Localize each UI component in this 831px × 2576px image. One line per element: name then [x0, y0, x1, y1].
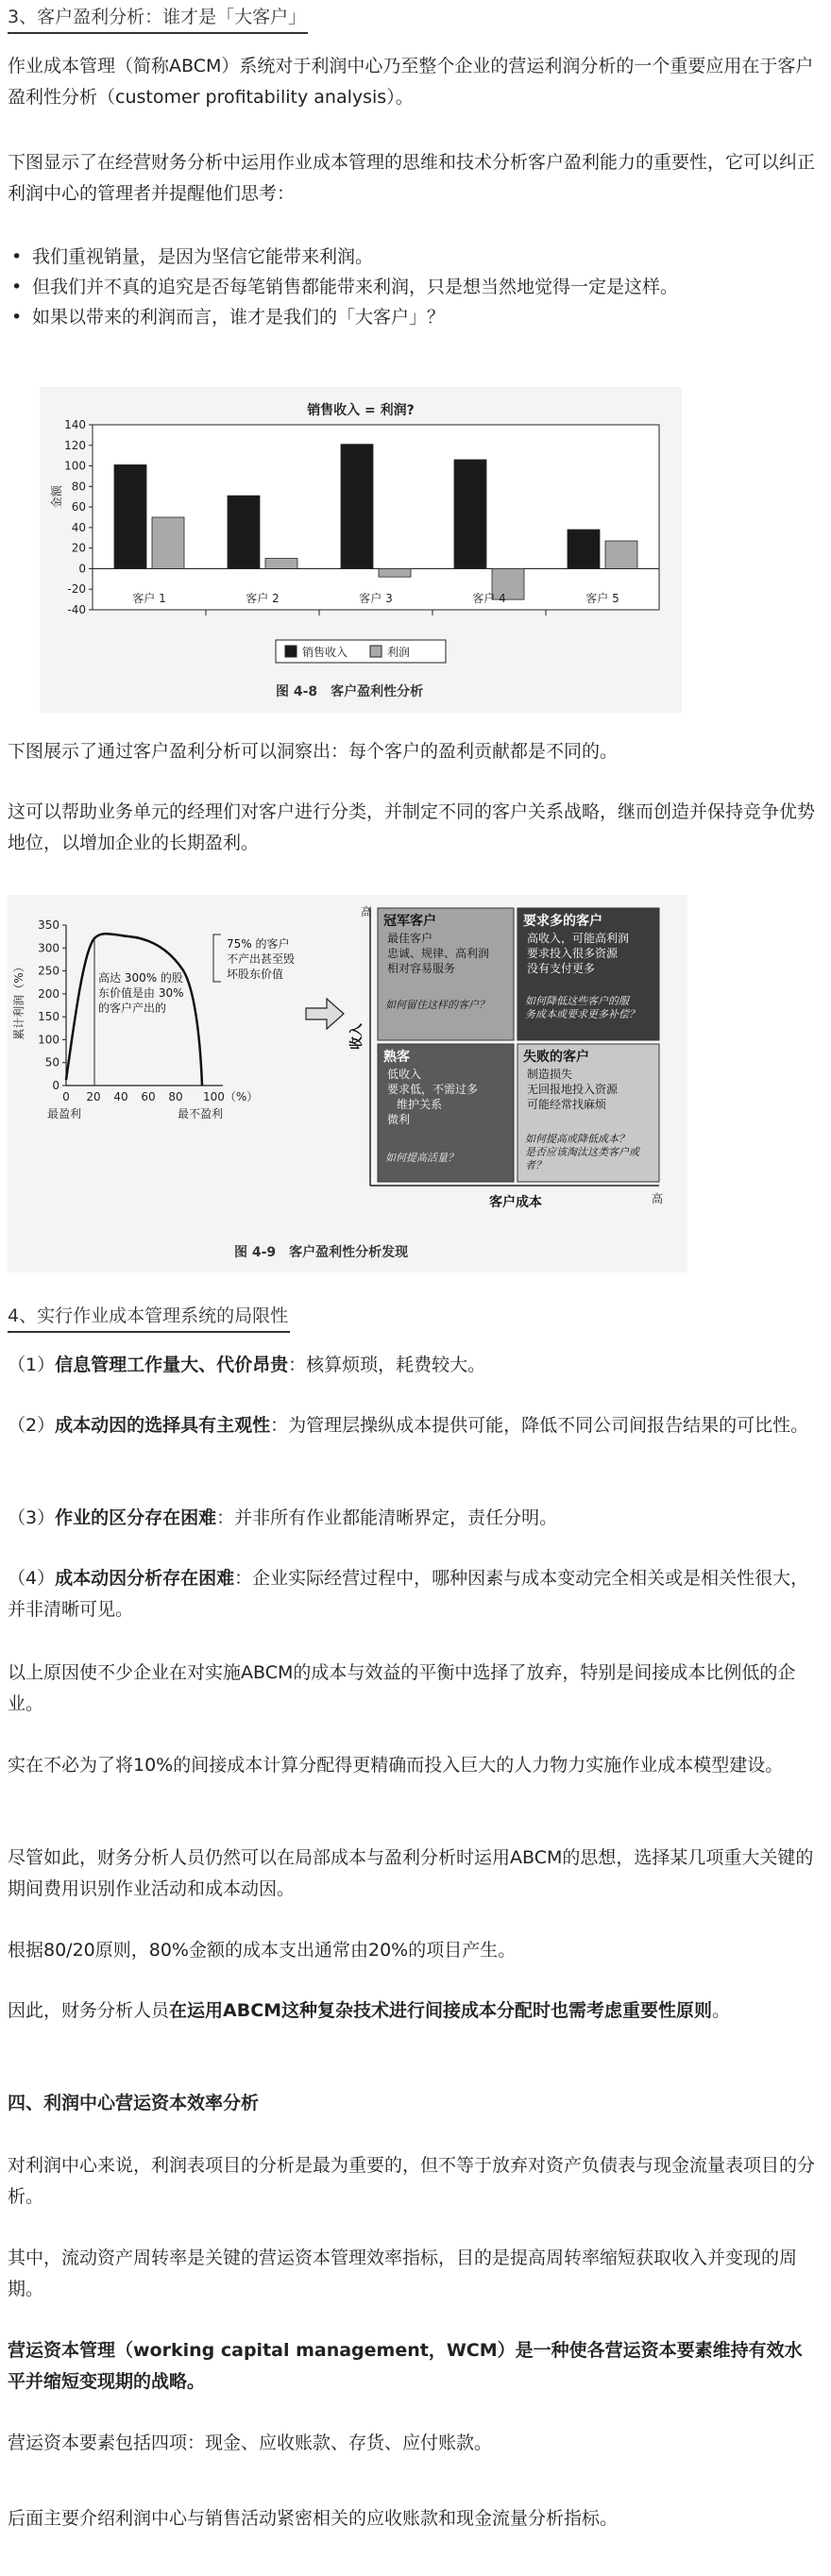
question-list — [8, 242, 820, 332]
bar-profit — [152, 517, 184, 568]
quadrant-question: 者？ — [525, 1159, 546, 1171]
limitation-item — [8, 1410, 820, 1441]
curve-x-tick-label: 80 — [168, 1090, 183, 1103]
figure-4-8 — [40, 387, 682, 713]
item-text: ：核算烦琐，耗费较大。 — [288, 1355, 486, 1375]
quadrant-item: 忠诚、规律、高利润 — [387, 947, 490, 960]
quadrant-question: 如何提高或降低成本？ — [525, 1133, 629, 1145]
y-tick-label: 140 — [64, 418, 86, 431]
curve-note-right-line: 坏股东价值 — [227, 968, 284, 981]
paragraph: 其中，流动资产周转率是关键的营运资本管理效率指标，目的是提高周转率缩短获取收入并变现的周期。 — [8, 2248, 798, 2299]
quadrant-item: 可能经常找麻烦 — [527, 1098, 607, 1111]
y-tick-label: 60 — [71, 500, 86, 514]
quadrant-title: 失败的客户 — [523, 1050, 589, 1065]
paragraph-figure-intro: 下图显示了在经营财务分析中运用作业成本管理的思维和技术分析客户盈利能力的重要性，它可以纠正利润中心的管理者并提醒他们思考： — [8, 152, 816, 204]
quadrant-title: 冠军客户 — [383, 914, 436, 929]
item-number: （2） — [8, 1415, 56, 1436]
curve-note-inner-line: 的客户产出的 — [98, 1002, 167, 1015]
curve-x-tick-label: 20 — [86, 1090, 101, 1103]
bar-chart — [40, 387, 682, 713]
item-heading: 成本动因分析存在困难 — [55, 1568, 235, 1589]
legend-swatch-sales — [285, 646, 297, 657]
matrix-x-axis-label: 客户成本 — [489, 1195, 542, 1210]
legend-box — [276, 640, 446, 663]
list-item: • 但我们并不真的追究是否每笔销售都能带来利润，只是想当然地觉得一定是这样。 — [8, 272, 820, 302]
item-number: （4） — [8, 1568, 56, 1589]
curve-y-tick-label: 100 — [38, 1033, 59, 1047]
paragraph-abcm-intro: 作业成本管理（简称ABCM）系统对于利润中心乃至整个企业的营运利润分析的一个重要应用在于客户盈利性分析（customer profitability analysis）。 — [8, 56, 814, 108]
y-tick-label: 120 — [64, 438, 86, 452]
bar-profit — [379, 568, 411, 577]
profitability-findings-diagram — [8, 895, 687, 1272]
quadrant-item: 要求投入很多资源 — [527, 947, 619, 960]
item-text: ：企业实际经营过程中，哪种因素与成本变动完全相关或是相关性很大，并非清晰可见。 — [8, 1568, 809, 1620]
paragraph: 对利润中心来说，利润表项目的分析是最为重要的，但不等于放弃对资产负债表与现金流量表项目的分析。 — [8, 2155, 816, 2207]
quadrant-item: 相对容易服务 — [387, 962, 456, 975]
curve-y-tick-label: 350 — [38, 918, 59, 932]
emphasis: 在运用ABCM这种复杂技术进行间接成本分配时也需考虑重要性原则 — [169, 2000, 713, 2021]
paragraph: 后面主要介绍利润中心与销售活动紧密相关的应收账款和现金流量分析指标。 — [8, 2508, 619, 2529]
item-text: ：并非所有作业都能清晰界定，责任分明。 — [216, 1507, 558, 1528]
paragraph-insight: 下图展示了通过客户盈利分析可以洞察出：每个客户的盈利贡献都是不同的。 — [8, 741, 619, 762]
curve-x-tick-label: 100（%） — [203, 1090, 259, 1103]
quadrant-question: 如何提高活量？ — [385, 1152, 458, 1164]
cumulative-profit-chart — [11, 918, 295, 1120]
matrix-y-axis-label: 收入 — [349, 1023, 365, 1050]
bar-sales — [228, 496, 260, 568]
item-text: ：为管理层操纵成本提供可能，降低不同公司间报告结果的可比性。 — [270, 1415, 809, 1436]
bar-profit — [605, 541, 637, 568]
item-heading: 作业的区分存在困难 — [55, 1507, 217, 1528]
quadrant-item: 低收入 — [387, 1068, 422, 1081]
quadrant-item: 维护关系 — [397, 1098, 443, 1111]
quadrant-item: 高收入，可能高利润 — [527, 932, 630, 945]
text: 因此，财务分析人员 — [8, 2000, 170, 2021]
quadrant-item: 没有支付更多 — [527, 962, 596, 975]
figure-caption: 图 4-8 客户盈利性分析 — [276, 684, 424, 699]
paragraph: 尽管如此，财务分析人员仍然可以在局部成本与盈利分析时运用ABCM的思想，选择某几项重大关键的期间费用识别作业活动和成本动因。 — [8, 1847, 814, 1899]
y-tick-label: 40 — [71, 520, 86, 534]
paragraph: 根据80/20原则，80%金额的成本支出通常由20%的项目产生。 — [8, 1940, 517, 1961]
curve-y-tick-label: 50 — [44, 1055, 59, 1069]
customer-matrix — [348, 904, 663, 1210]
bar-sales — [454, 460, 486, 568]
curve-note-inner-line: 高达 300% 的股 — [98, 971, 183, 985]
x-tick-label: 客户 1 — [132, 592, 166, 605]
curve-y-label: 累计利润（%） — [12, 961, 25, 1040]
text: 。 — [712, 2000, 731, 2021]
item-heading: 信息管理工作量大、代价昂贵 — [55, 1355, 289, 1375]
figure-caption: 图 4-9 客户盈利性分析发现 — [234, 1245, 409, 1260]
paragraph: 实在不必为了将10%的间接成本计算分配得更精确而投入巨大的人力物力实施作业成本模型建设。 — [8, 1755, 784, 1776]
legend-label-profit: 利润 — [387, 646, 411, 659]
matrix-x-high: 高 — [652, 1192, 664, 1205]
quadrant-title: 要求多的客户 — [523, 914, 602, 929]
curve-y-tick-label: 300 — [38, 941, 59, 955]
curve-note-right-line: 不产出甚至毁 — [227, 952, 296, 966]
limitation-item — [8, 1350, 820, 1381]
curve-x-right-label: 最不盈利 — [178, 1107, 224, 1120]
x-tick-label: 客户 2 — [246, 592, 280, 605]
y-tick-label: -20 — [67, 582, 86, 597]
curve-note-inner-line: 东价值是由 30% — [98, 986, 184, 1000]
y-tick-label: 80 — [71, 480, 86, 494]
quadrant-item: 要求低，不需过多 — [387, 1083, 479, 1096]
curve-note-right-line: 75% 的客户 — [227, 937, 290, 951]
quadrant-question: 如何留住这样的客户？ — [385, 999, 489, 1011]
y-tick-label: 100 — [64, 459, 86, 473]
bar-sales — [114, 464, 146, 568]
limitation-item — [8, 1563, 820, 1625]
figure-4-9 — [8, 895, 687, 1272]
x-tick-label: 客户 3 — [359, 592, 393, 605]
y-tick-label: -40 — [67, 603, 86, 616]
quadrant-question: 如何降低这些客户的服 — [525, 995, 629, 1007]
paragraph: 以上原因使不少企业在对实施ABCM的成本与效益的平衡中选择了放弃，特别是间接成本比例低的企业。 — [8, 1662, 796, 1714]
quadrant-title: 熟客 — [383, 1050, 410, 1065]
bar-sales — [341, 445, 373, 569]
y-tick-label: 20 — [71, 541, 86, 555]
curve-y-tick-label: 150 — [38, 1010, 59, 1024]
list-item: • 如果以带来的利润而言，谁才是我们的「大客户」？ — [8, 302, 820, 332]
section-b-title: 四、利润中心营运资本效率分析 — [8, 2093, 260, 2113]
section-3-title: 3、客户盈利分析：谁才是「大客户」 — [8, 4, 308, 34]
quadrant-question: 务成本或要求更多补偿？ — [525, 1008, 639, 1020]
item-number: （1） — [8, 1355, 56, 1375]
curve-x-tick-label: 60 — [141, 1090, 156, 1103]
paragraph-importance — [8, 1995, 820, 2027]
matrix-y-high: 高 — [361, 905, 373, 918]
curve-y-tick-label: 200 — [38, 986, 59, 1001]
paragraph-wcm-definition: 营运资本管理（working capital management，WCM）是一种使各营运资本要素维持有效水平并缩短变现期的战略。 — [8, 2340, 803, 2392]
item-heading: 成本动因的选择具有主观性 — [55, 1415, 271, 1436]
quadrant-item: 微利 — [387, 1113, 411, 1126]
curve-x-tick-label: 0 — [62, 1090, 70, 1103]
bar-sales — [568, 530, 600, 568]
paragraph: 营运资本要素包括四项：现金、应收账款、存货、应付账款。 — [8, 2433, 493, 2453]
curve-y-tick-label: 0 — [52, 1079, 59, 1092]
section-4-title: 4、实行作业成本管理系统的局限性 — [8, 1303, 290, 1333]
x-tick-label: 客户 4 — [472, 592, 506, 605]
bar-profit — [265, 559, 297, 569]
y-axis-label: 金额 — [50, 485, 63, 509]
chart-title: 销售收入 = 利润? — [307, 403, 415, 418]
curve-y-tick-label: 250 — [38, 964, 59, 978]
curve-x-left-label: 最盈利 — [47, 1107, 82, 1120]
quadrant-item: 制造损失 — [527, 1068, 573, 1081]
list-item: • 我们重视销量，是因为坚信它能带来利润。 — [8, 242, 820, 272]
curve-x-tick-label: 40 — [113, 1090, 128, 1103]
paragraph-classification: 这可以帮助业务单元的经理们对客户进行分类，并制定不同的客户关系战略，继而创造并保持竞争优势地位，以增加企业的长期盈利。 — [8, 801, 816, 853]
y-tick-label: 0 — [78, 562, 86, 576]
legend-swatch-profit — [370, 646, 382, 657]
x-tick-label: 客户 5 — [585, 592, 619, 605]
legend-label-sales: 销售收入 — [302, 646, 348, 659]
right-arrow-icon — [306, 999, 344, 1029]
quadrant-item: 最佳客户 — [387, 932, 433, 945]
note-bracket — [213, 934, 221, 982]
quadrant-question: 是否应该淘汰这类客户或 — [525, 1146, 639, 1158]
limitation-item — [8, 1503, 820, 1534]
item-number: （3） — [8, 1507, 56, 1528]
quadrant-item: 无回报地投入资源 — [527, 1083, 619, 1096]
